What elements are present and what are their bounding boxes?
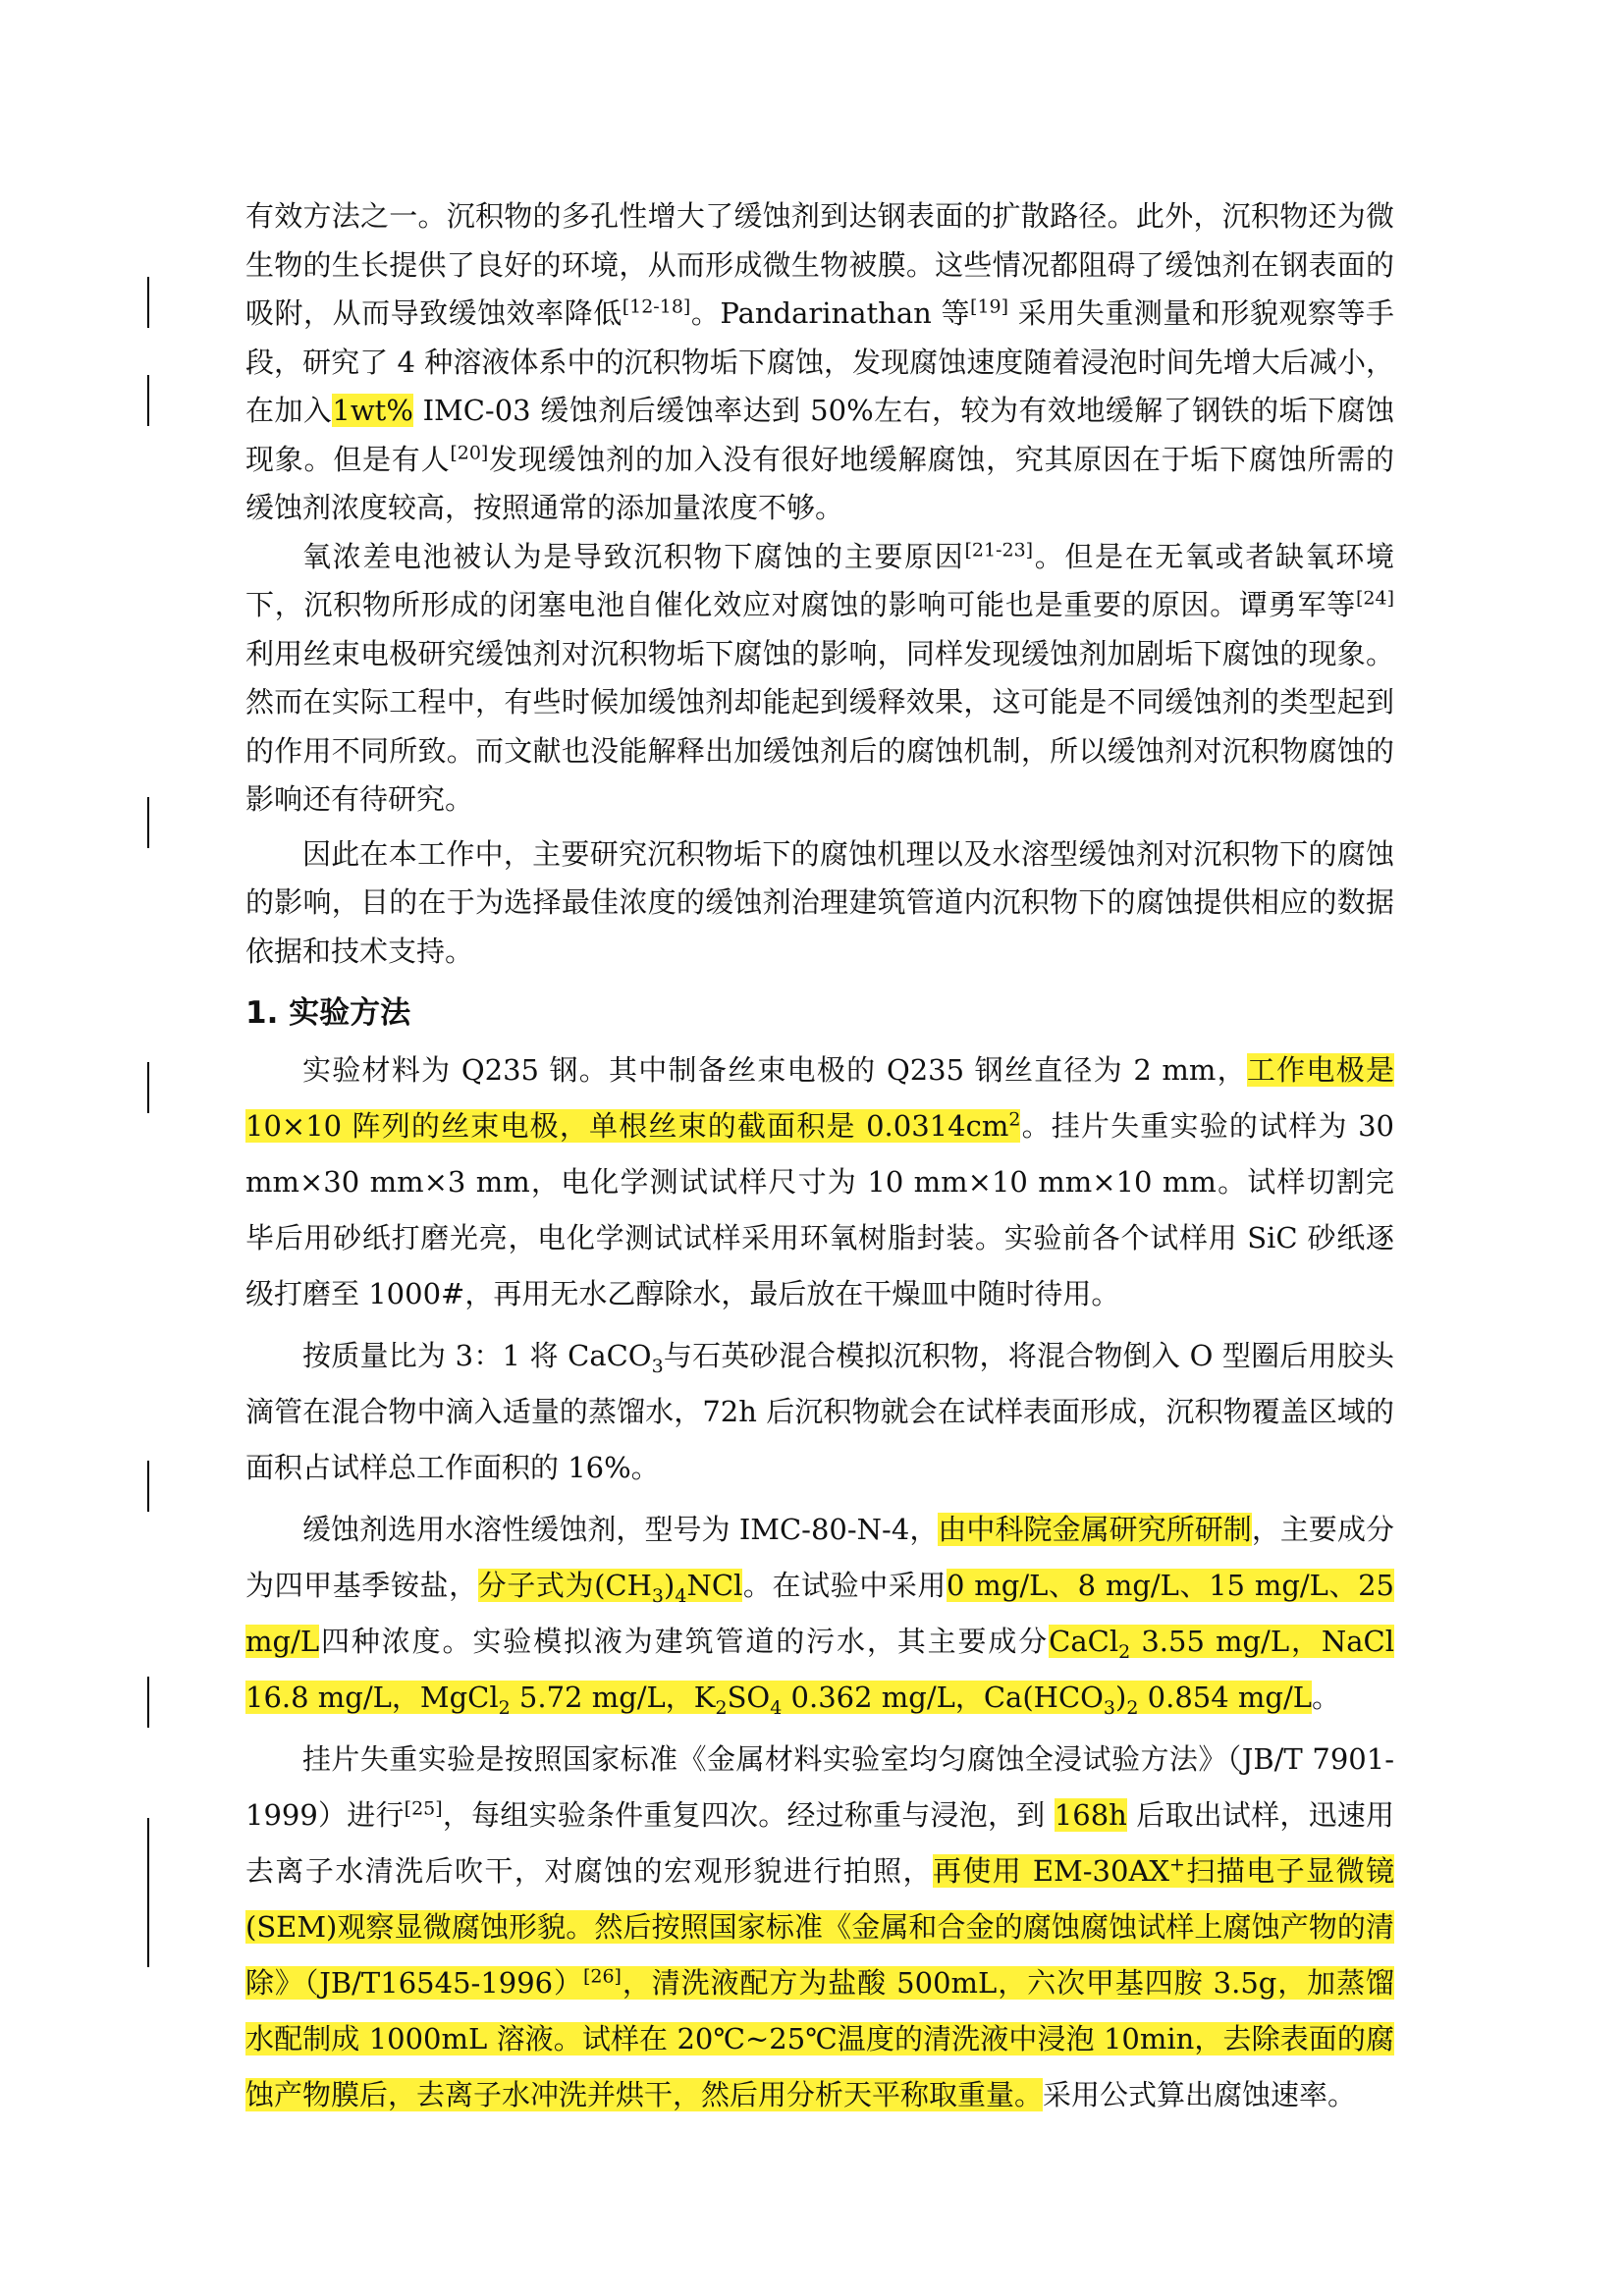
subscript: 2 (715, 1696, 728, 1719)
text-run: CaCl (1049, 1625, 1119, 1658)
text-run: 0.362 mg/L，Ca(HCO (782, 1681, 1104, 1714)
text-run: 扫描电子显微镜(SEM)观察显微腐蚀形貌。然后按照国家标准《金属和合金的腐蚀腐蚀试样上腐蚀产物的清除》（JB/T16545-1996） (245, 1854, 1394, 2000)
text-run: ，每组实验条件重复四次。经过称重与浸泡，到 (442, 1798, 1055, 1832)
revision-bar (147, 1062, 149, 1113)
text-run: 与石英砂混合模拟沉积物，将混合物倒入 O 型圈后用胶头滴管在混合物中滴入适量的蒸馏水，72h 后沉积物就会在试样表面形成，沉积物覆盖区域的面积占试样总工作面积的 16%。 (245, 1339, 1395, 1484)
subscript: 3 (651, 1584, 665, 1607)
text-run: 采用公式算出腐蚀速率。 (1043, 2078, 1357, 2111)
text-run: IMC-03 缓蚀剂后缓蚀率达到 50%左右，较为有效地缓解了钢铁的垢下腐蚀现象。但是有人 (245, 394, 1394, 476)
text-run: 氧浓差电池被认为是导致沉积物下腐蚀的主要原因 (302, 539, 965, 573)
superscript: + (1169, 1853, 1185, 1876)
text-run: 发现缓蚀剂的加入没有很好地缓解腐蚀，究其原因在于垢下腐蚀所需的缓蚀剂浓度较高，按照通常的添加量浓度不够。 (245, 442, 1394, 524)
text-run: 分子式为(CH (477, 1569, 652, 1602)
highlighted-text (245, 1854, 1394, 2111)
subscript: 2 (1118, 1640, 1131, 1663)
paragraph-6 (245, 1502, 1394, 1726)
paragraph-5 (245, 1328, 1394, 1496)
section-heading: 1. 实验方法 (245, 995, 411, 1031)
text-run: 。 (1312, 1681, 1341, 1714)
text-run: 四种浓度。实验模拟液为建筑管道的污水，其主要成分 (319, 1625, 1050, 1658)
citation-ref: [12-18] (622, 295, 691, 318)
subscript: 3 (1103, 1696, 1116, 1719)
text-run: 3.55 mg/L，NaCl 16.8 mg/L，MgCl (245, 1625, 1394, 1714)
text-run: 挂片失重实验是按照国家标准《金属材料实验室均匀腐蚀全浸试验方法》（JB/T 7901-1999）进行 (245, 1742, 1394, 1832)
revision-bar (147, 375, 149, 426)
text-run: ，主要成分为四甲基季铵盐， (245, 1513, 1394, 1602)
text-run: 。但是在无氧或者缺氧环境下，沉积物所形成的闭塞电池自催化效应对腐蚀的影响可能也是重要的原因。谭勇军等 (245, 539, 1394, 621)
text-run: ，清洗液配方为盐酸 500mL，六次甲基四胺 3.5g，加蒸馏水配制成 1000mL 溶液。试样在 20℃~25℃温度的清洗液中浸泡 10min，去除表面的腐蚀产物膜后，去离子水冲洗并烘干，然后用分析天平称取重量。 (245, 1966, 1395, 2111)
text-run: 实验材料为 Q235 钢。其中制备丝束电极的 Q235 钢丝直径为 2 mm， (302, 1053, 1247, 1087)
highlighted-text: 1wt% (332, 394, 413, 427)
text-run: ) (664, 1569, 676, 1602)
text-run: 有效方法之一。沉积物的多孔性增大了缓蚀剂到达钢表面的扩散路径。此外，沉积物还为微生物的生长提供了良好的环境，从而形成微生物被膜。这些情况都阻碍了缓蚀剂在钢表面的吸附，从而导致缓蚀效率降低 (245, 199, 1394, 330)
text-run: 缓蚀剂选用水溶性缓蚀剂，型号为 IMC-80-N-4， (302, 1513, 939, 1546)
subscript: 4 (675, 1584, 687, 1607)
citation-ref: [26] (582, 1965, 622, 1988)
citation-ref: [20] (450, 441, 489, 463)
citation-ref: [21-23] (964, 538, 1034, 561)
text-run: SO (727, 1681, 771, 1714)
paragraph-1 (245, 192, 1394, 533)
subscript: 2 (498, 1696, 511, 1719)
highlighted-text: 由中科院金属研究所研制 (938, 1513, 1252, 1546)
paragraph-7 (245, 1732, 1394, 2123)
text-run: 0.854 mg/L (1138, 1681, 1312, 1714)
revision-bar (147, 1818, 149, 1967)
subscript: 3 (651, 1355, 664, 1377)
highlighted-text: 0 mg/L、8 mg/L、15 mg/L、25 mg/L (245, 1569, 1394, 1658)
subscript: 2 (1126, 1696, 1139, 1719)
text-run: ) (1115, 1681, 1127, 1714)
revision-bar (147, 1461, 149, 1512)
document-page (245, 192, 1394, 2123)
text-run: 后取出试样，迅速用去离子水清洗后吹干，对腐蚀的宏观形貌进行拍照， (245, 1798, 1395, 1888)
citation-ref: [25] (404, 1797, 443, 1820)
superscript: 2 (1008, 1108, 1021, 1131)
citation-ref: [19] (970, 295, 1009, 318)
paragraph-4 (245, 1042, 1394, 1322)
text-run: 利用丝束电极研究缓蚀剂对沉积物垢下腐蚀的影响，同样发现缓蚀剂加剧垢下腐蚀的现象。然而在实际工程中，有些时候加缓蚀剂却能起到缓释效果，这可能是不同缓蚀剂的类型起到的作用不同所致。而文献也没能解释出加缓蚀剂后的腐蚀机制，所以缓蚀剂对沉积物腐蚀的影响还有待研究。 (245, 636, 1394, 816)
text-run: 按质量比为 3：1 将 CaCO (302, 1339, 652, 1372)
paragraph-3 (245, 830, 1394, 977)
text-run: 。挂片失重实验的试样为 30 mm×30 mm×3 mm，电化学测试试样尺寸为 10 mm×10 mm×10 mm。试样切割完毕后用砂纸打磨光亮，电化学测试试样采用环氧树脂封装。实验前各个试样用 SiC 砂纸逐级打磨至 1000#，再用无水乙醇除水，最后放在干燥皿中随时待用。 (245, 1109, 1394, 1310)
subscript: 4 (770, 1696, 783, 1719)
text-run: 采用失重测量和形貌观察等手段，研究了 4 种溶液体系中的沉积物垢下腐蚀，发现腐蚀速度随着浸泡时间先增大后减小，在加入 (245, 296, 1394, 427)
revision-bar (147, 277, 149, 328)
revision-bar (147, 1677, 149, 1728)
text-run: 。Pandarinathan 等 (690, 296, 971, 330)
text-run: NCl (686, 1569, 743, 1602)
text-run: 因此在本工作中，主要研究沉积物垢下的腐蚀机理以及水溶型缓蚀剂对沉积物下的腐蚀的影响，目的在于为选择最佳浓度的缓蚀剂治理建筑管道内沉积物下的腐蚀提供相应的数据依据和技术支持。 (245, 836, 1394, 968)
highlighted-text: 168h (1054, 1798, 1127, 1832)
text-run: 。在试验中采用 (742, 1569, 947, 1602)
revision-bar (147, 797, 149, 848)
paragraph-2 (245, 533, 1394, 825)
highlighted-text (477, 1569, 743, 1607)
text-run: 5.72 mg/L，K (510, 1681, 716, 1714)
citation-ref: [24] (1355, 587, 1394, 610)
text-run: 再使用 EM-30AX (932, 1854, 1170, 1888)
text-run: 工作电极是10×10 阵列的丝束电极，单根丝束的截面积是 0.0314cm (245, 1053, 1394, 1143)
